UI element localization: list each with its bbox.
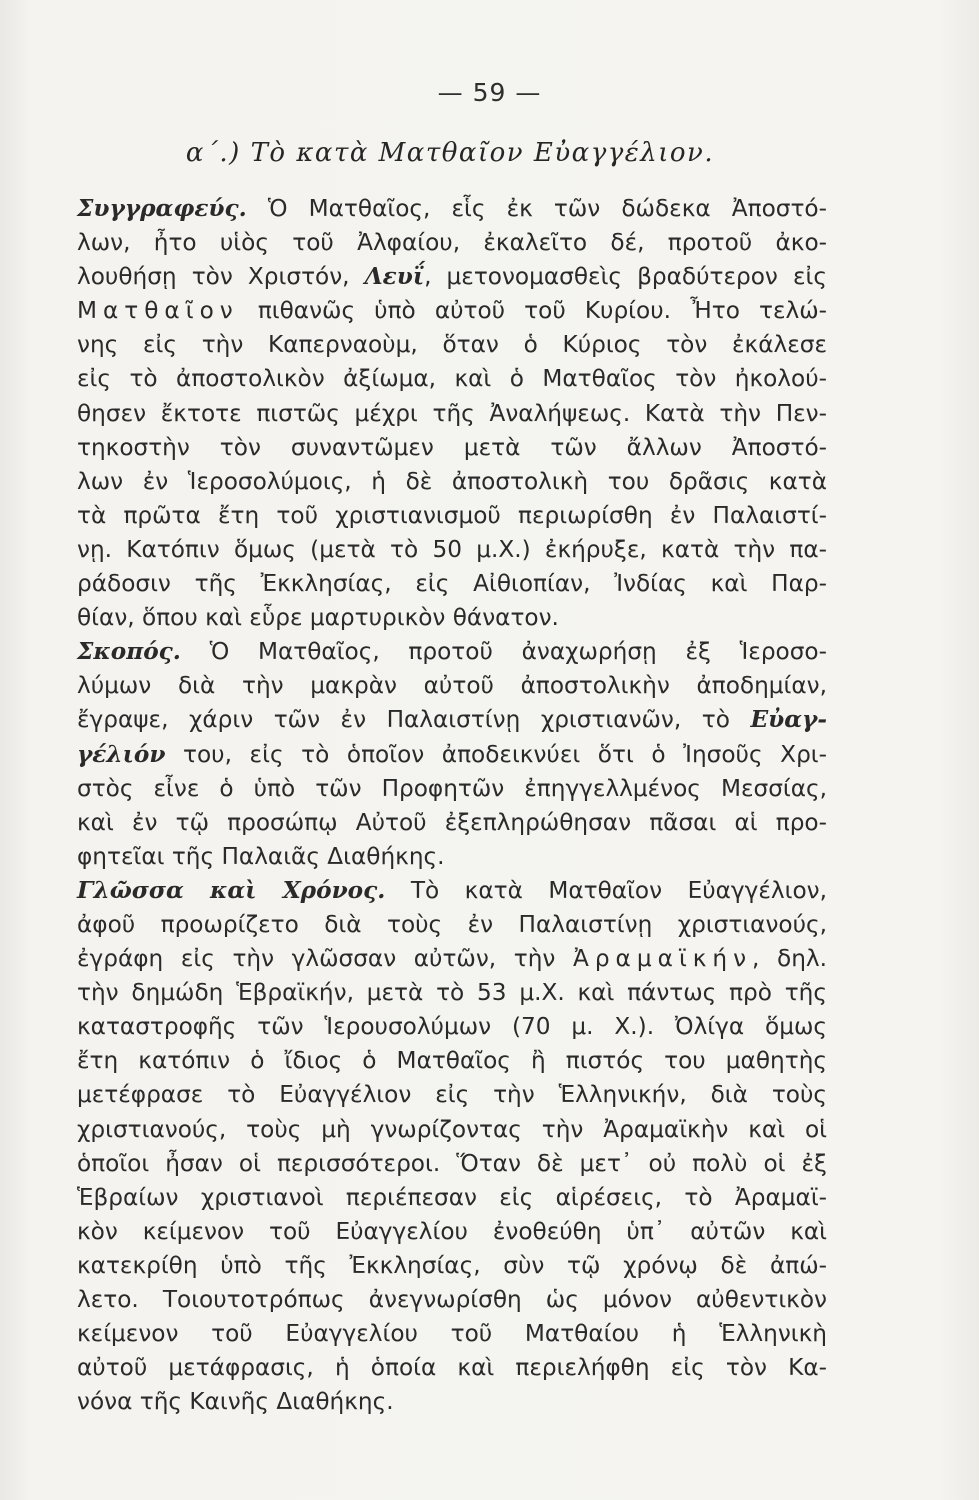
text-line: Ἑβραίων χριστιανοὶ περιέπεσαν εἰς αἱρέσεις, τὸ Ἀραμαϊ-	[77, 1183, 827, 1211]
text-line: θίαν, ὅπου καὶ εὗρε μαρτυρικὸν θάνατον.	[77, 604, 559, 632]
text-line: τηκοστὴν τὸν συναντῶμεν μετὰ τῶν ἄλλων Ἀποστό-	[77, 433, 827, 461]
page-number: — 59 —	[437, 78, 542, 107]
gospel-word-cont: γέλιόν	[77, 740, 166, 768]
matthew-name: Ματθαῖον	[77, 297, 239, 325]
text-line: Σκοπός. Ὁ Ματθαῖος, προτοῦ ἀναχωρήσῃ ἐξ Ἱεροσο-	[77, 638, 827, 666]
text-line: λουθήσῃ τὸν Χριστόν, Λευΐ, μετονομασθεὶς βραδύτερον εἰς	[77, 263, 827, 291]
text-line: Συγγραφεύς. Ὁ Ματθαῖος, εἷς ἐκ τῶν δώδεκα Ἀποστό-	[77, 195, 827, 222]
text-line: γέλιόν του, εἰς τὸ ὁποῖον ἀποδεικνύει ὅτι ὁ Ἰησοῦς Χρι-	[77, 740, 827, 768]
text-line: Ματθαῖον πιθανῶς ὑπὸ αὐτοῦ τοῦ Κυρίου. Ἦτο τελώ-	[77, 297, 827, 325]
text-line: λετο. Τοιουτοτρόπως ἀνεγνωρίσθη ὡς μόνον αὐθεντικὸν	[77, 1286, 827, 1313]
purpose-heading: Σκοπός.	[77, 638, 181, 666]
text-line: τὰ πρῶτα ἔτη τοῦ χριστιανισμοῦ περιωρίσθη ἐν Παλαιστί-	[77, 501, 827, 529]
text-line: χριστιανούς, τοὺς μὴ γνωρίζοντας τὴν Ἀραμαϊκὴν καὶ οἱ	[77, 1115, 827, 1143]
text-line: καταστροφῆς τῶν Ἱερουσολύμων (70 μ. Χ.). Ὀλίγα ὅμως	[77, 1013, 827, 1041]
text-line: Γλῶσσα καὶ Χρόνος. Τὸ κατὰ Ματθαῖον Εὐαγγέλιον,	[77, 876, 827, 904]
text-line: λύμων διὰ τὴν μακρὰν αὐτοῦ ἀποστολικὴν ἀποδημίαν,	[77, 672, 827, 700]
text-line: φητεῖαι τῆς Παλαιᾶς Διαθήκης.	[77, 842, 445, 870]
text-line: ἀφοῦ προωρίζετο διὰ τοὺς ἐν Παλαιστίνῃ χριστιανούς,	[77, 910, 827, 938]
author-heading: Συγγραφεύς.	[77, 195, 247, 222]
text-line: θησεν ἔκτοτε πιστῶς μέχρι τῆς Ἀναλήψεως. Κατὰ τὴν Πεν-	[77, 399, 827, 427]
language-heading: Γλῶσσα καὶ Χρόνος.	[77, 876, 386, 904]
text-line: νης εἰς τὴν Καπερναοὺμ, ὅταν ὁ Κύριος τὸν ἐκάλεσε	[77, 331, 827, 359]
levi-name: Λευΐ	[364, 263, 425, 291]
text-line: ἐγράφη εἰς τὴν γλῶσσαν αὐτῶν, τὴν Ἀραμαϊκήν, δηλ.	[77, 945, 827, 973]
gospel-word: Εὐαγ-	[750, 706, 827, 734]
text-line: εἰς τὸ ἀποστολικὸν ἀξίωμα, καὶ ὁ Ματθαῖος τὸν ἠκολού-	[77, 365, 827, 393]
text-line: κατεκρίθη ὑπὸ τῆς Ἐκκλησίας, σὺν τῷ χρόνῳ δὲ ἀπώ-	[77, 1251, 827, 1279]
text-line: λων, ἦτο υἱὸς τοῦ Ἀλφαίου, ἐκαλεῖτο δέ, προτοῦ ἀκο-	[77, 229, 827, 257]
text-line: ὁποῖοι ἦσαν οἱ περισσότεροι. Ὅταν δὲ μετ᾽ οὐ πολὺ οἱ ἐξ	[77, 1149, 827, 1177]
text-line: στὸς εἶνε ὁ ὑπὸ τῶν Προφητῶν ἐπηγγελλμένος Μεσσίας,	[77, 774, 827, 802]
chapter-title: α΄.) Τὸ κατὰ Ματθαῖον Εὐαγγέλιον.	[185, 138, 715, 168]
text-line: αὐτοῦ μετάφρασις, ἡ ὁποία καὶ περιελήφθη εἰς τὸν Κα-	[77, 1354, 827, 1382]
body-text	[77, 192, 827, 1419]
text-line: τὴν δημώδη Ἑβραϊκήν, μετὰ τὸ 53 μ.Χ. καὶ πάντως πρὸ τῆς	[77, 979, 827, 1007]
text-line: νόνα τῆς Καινῆς Διαθήκης.	[77, 1388, 394, 1416]
text-line: κὸν κείμενον τοῦ Εὐαγγελίου ἐνοθεύθη ὑπ᾽ αὐτῶν καὶ	[77, 1217, 827, 1245]
text-line: ἔγραψε, χάριν τῶν ἐν Παλαιστίνῃ χριστιανῶν, τὸ Εὐαγ-	[77, 706, 827, 734]
text-line: μετέφρασε τὸ Εὐαγγέλιον εἰς τὴν Ἑλληνικήν, διὰ τοὺς	[77, 1081, 827, 1109]
text-line: ἔτη κατόπιν ὁ ἴδιος ὁ Ματθαῖος ἢ πιστός του μαθητὴς	[77, 1047, 827, 1075]
text-line: κείμενον τοῦ Εὐαγγελίου τοῦ Ματθαίου ἡ Ἑλληνικὴ	[77, 1320, 827, 1348]
text-line: ράδοσιν τῆς Ἐκκλησίας, εἰς Αἰθιοπίαν, Ἰνδίας καὶ Παρ-	[77, 570, 827, 598]
aramaic-word: Ἀραμαϊκήν	[572, 945, 753, 973]
text-line: λων ἐν Ἱεροσολύμοις, ἡ δὲ ἀποστολικὴ του δρᾶσις κατὰ	[77, 467, 827, 495]
text-line: νῃ. Κατόπιν ὅμως (μετὰ τὸ 50 μ.Χ.) ἐκήρυξε, κατὰ τὴν πα-	[77, 535, 827, 563]
text-line: καὶ ἐν τῷ προσώπῳ Αὐτοῦ ἐξεπληρώθησαν πᾶσαι αἱ προ-	[77, 808, 827, 836]
